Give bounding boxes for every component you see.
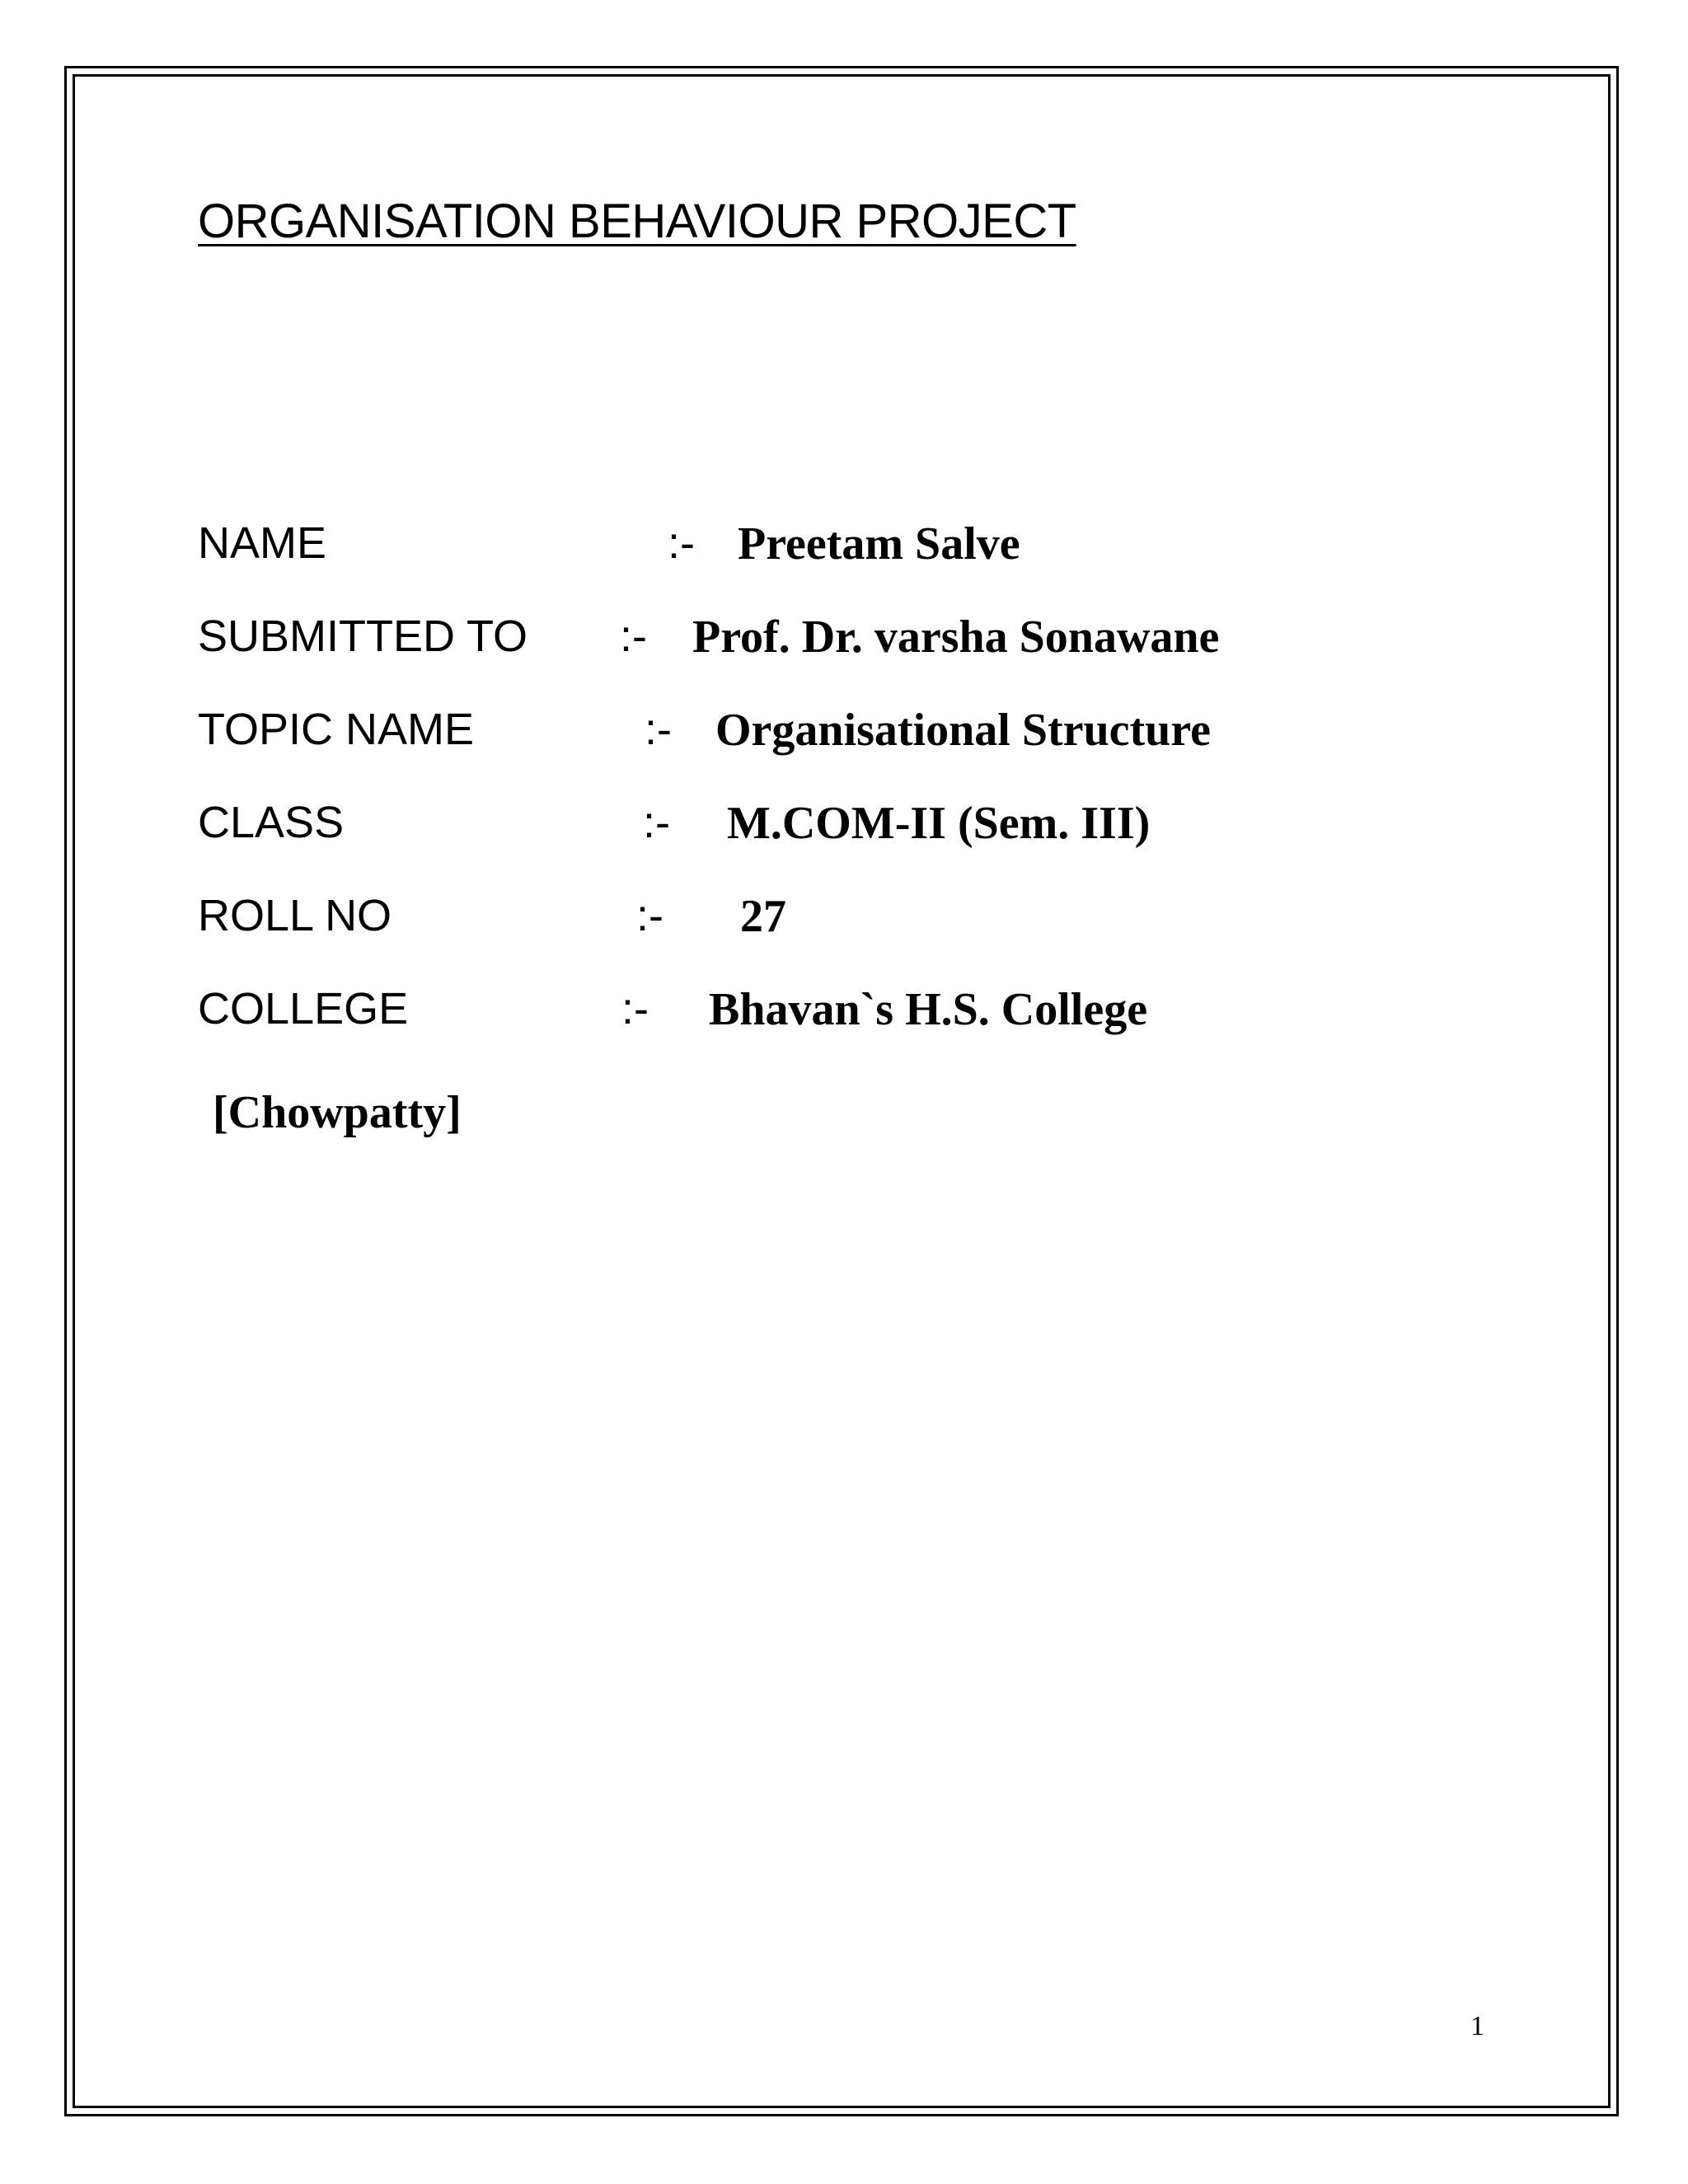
- roll-no-separator: :-: [636, 891, 663, 940]
- class-label: CLASS: [198, 798, 345, 847]
- roll-no-label: ROLL NO: [198, 891, 392, 940]
- project-title: ORGANISATION BEHAVIOUR PROJECT: [198, 194, 1076, 248]
- submitted-to-value: Prof. Dr. varsha Sonawane: [692, 612, 1220, 663]
- college-label: COLLEGE: [198, 984, 409, 1033]
- class-separator: :-: [643, 798, 670, 847]
- submitted-to-label: SUBMITTED TO: [198, 612, 528, 661]
- college-value: Bhavan`s H.S. College: [709, 984, 1148, 1035]
- college-location: [Chowpatty]: [213, 1087, 462, 1138]
- submitted-to-separator: :-: [620, 612, 647, 661]
- college-separator: :-: [621, 984, 649, 1033]
- topic-name-label: TOPIC NAME: [198, 705, 475, 754]
- roll-no-value: 27: [740, 891, 786, 942]
- name-label: NAME: [198, 518, 327, 568]
- page-number: 1: [1470, 2011, 1484, 2041]
- name-separator: :-: [668, 518, 695, 568]
- class-value: M.COM-II (Sem. III): [727, 798, 1151, 849]
- name-value: Preetam Salve: [738, 518, 1020, 569]
- topic-name-value: Organisational Structure: [715, 705, 1211, 756]
- topic-name-separator: :-: [645, 705, 672, 754]
